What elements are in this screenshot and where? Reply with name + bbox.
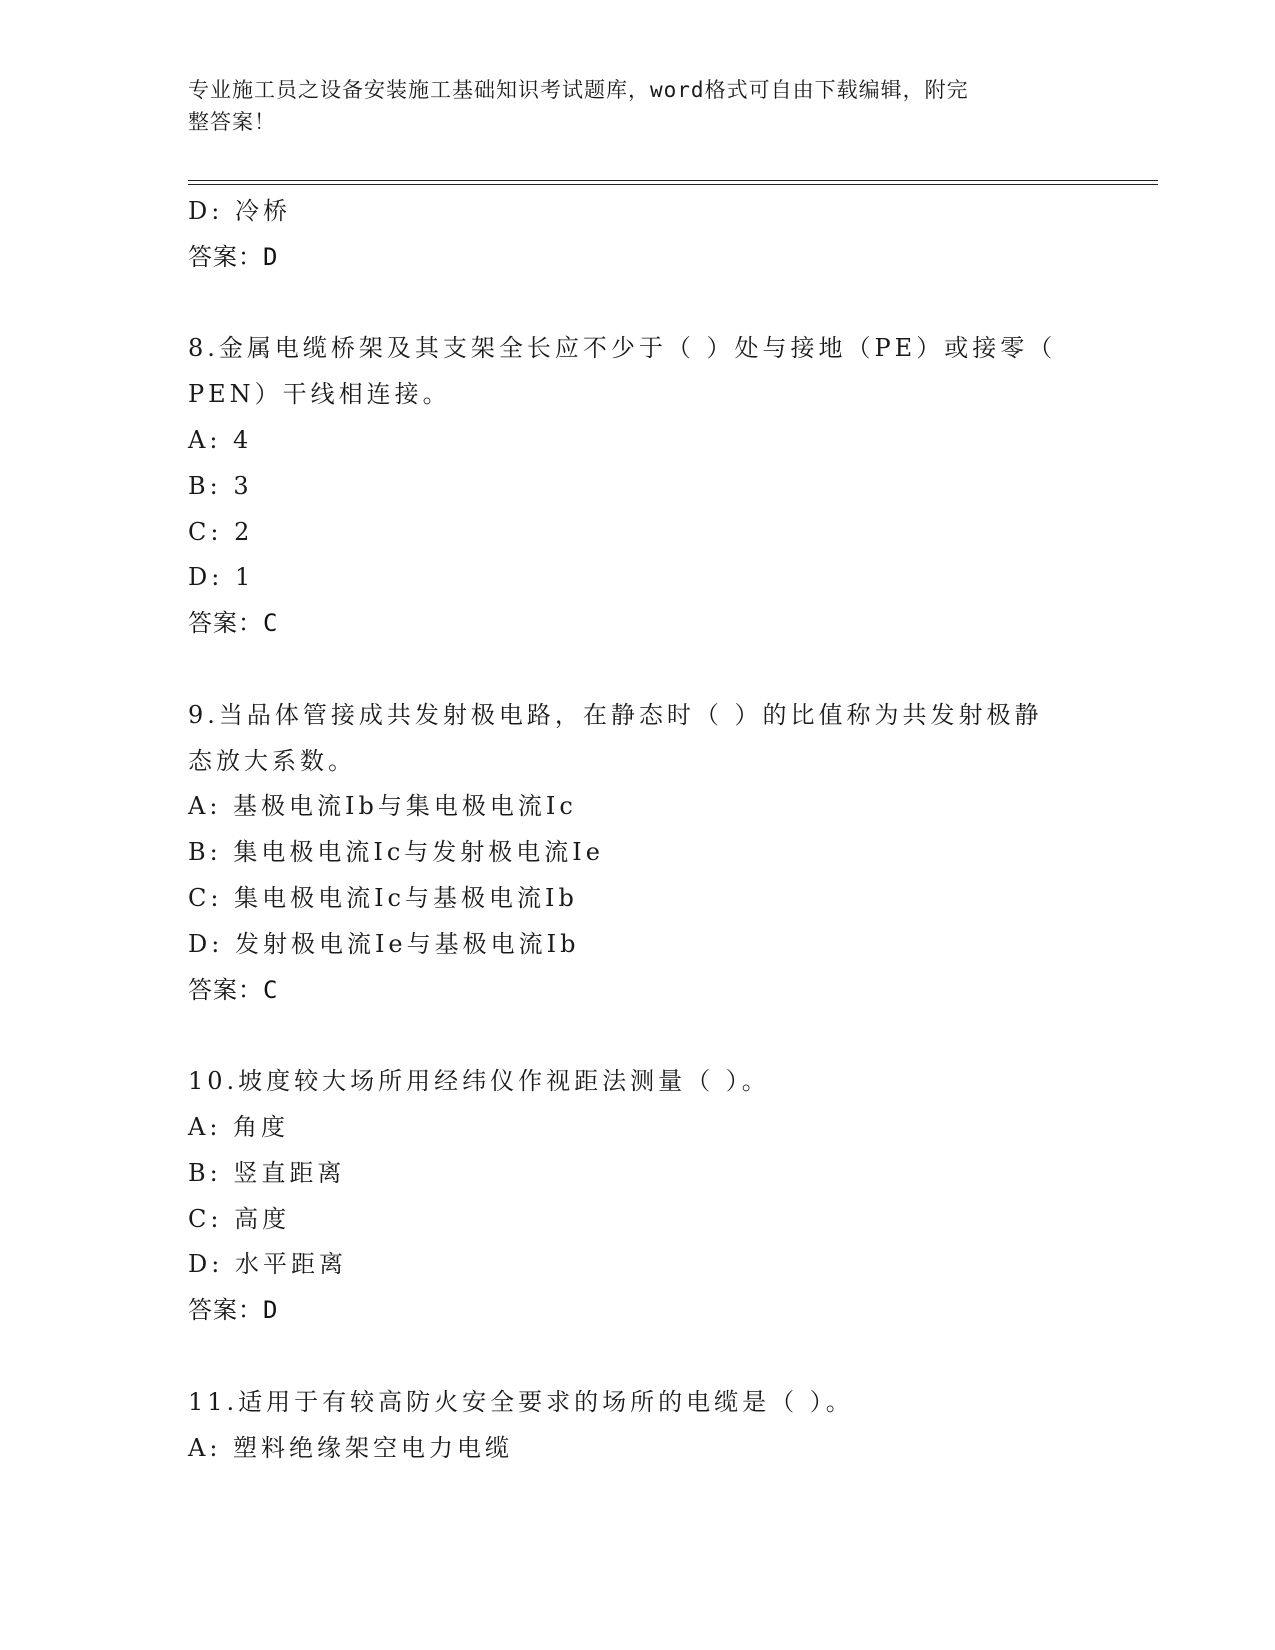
document-header bbox=[188, 74, 1088, 138]
answer-line: 答案：C bbox=[188, 609, 279, 638]
question-spacer bbox=[188, 281, 1138, 327]
option-c: C: 2 bbox=[188, 517, 254, 546]
option-d: D: 发射极电流Ie与基极电流Ib bbox=[188, 929, 580, 958]
question-spacer bbox=[188, 647, 1138, 693]
option-b: B: 竖直距离 bbox=[188, 1158, 346, 1187]
answer-line: 答案：D bbox=[188, 1296, 279, 1325]
answer-line: 答案：D bbox=[188, 242, 279, 271]
answer-line: 答案：C bbox=[188, 975, 279, 1004]
header-divider-top bbox=[188, 180, 1158, 181]
header-line-1: 专业施工员之设备安装施工基础知识考试题库，word格式可自由下载编辑，附完 bbox=[188, 78, 969, 102]
question-10 bbox=[188, 1059, 1138, 1334]
header-divider-bottom bbox=[188, 184, 1158, 185]
option-c: C: 集电极电流Ic与基极电流Ib bbox=[188, 883, 578, 912]
header-line-2: 整答案！ bbox=[188, 110, 276, 134]
question-spacer bbox=[188, 1334, 1138, 1380]
option-b: B: 3 bbox=[188, 471, 253, 500]
question-8 bbox=[188, 326, 1138, 647]
question-7-continued bbox=[188, 189, 1138, 281]
option-d: D: 冷桥 bbox=[188, 197, 291, 225]
question-stem-line: 11.适用于有较高防火安全要求的场所的电缆是（ ）。 bbox=[188, 1387, 854, 1416]
question-stem-line: 9.当品体管接成共发射极电路，在静态时（ ）的比值称为共发射极静 bbox=[188, 700, 1043, 729]
option-a: A: 角度 bbox=[188, 1112, 290, 1141]
option-d: D: 1 bbox=[188, 563, 255, 592]
question-stem-line: 10.坡度较大场所用经纬仪作视距法测量（ ）。 bbox=[188, 1067, 770, 1096]
option-c: C: 高度 bbox=[188, 1204, 291, 1233]
question-stem-line: PEN）干线相连接。 bbox=[188, 380, 451, 409]
option-b: B: 集电极电流Ic与发射极电流Ie bbox=[188, 838, 604, 867]
question-list bbox=[188, 189, 1138, 1471]
question-stem-line: 态放大系数。 bbox=[188, 746, 356, 775]
option-a: A: 基极电流Ib与集电极电流Ic bbox=[188, 792, 577, 821]
question-11 bbox=[188, 1380, 1138, 1472]
question-stem-line: 8.金属电缆桥架及其支架全长应不少于（ ）处与接地（PE）或接零（ bbox=[188, 334, 1057, 363]
option-a: A: 4 bbox=[188, 425, 253, 454]
question-spacer bbox=[188, 1013, 1138, 1059]
option-d: D: 水平距离 bbox=[188, 1250, 347, 1279]
option-a: A: 塑料绝缘架空电力电缆 bbox=[188, 1433, 514, 1462]
question-9 bbox=[188, 693, 1138, 1014]
